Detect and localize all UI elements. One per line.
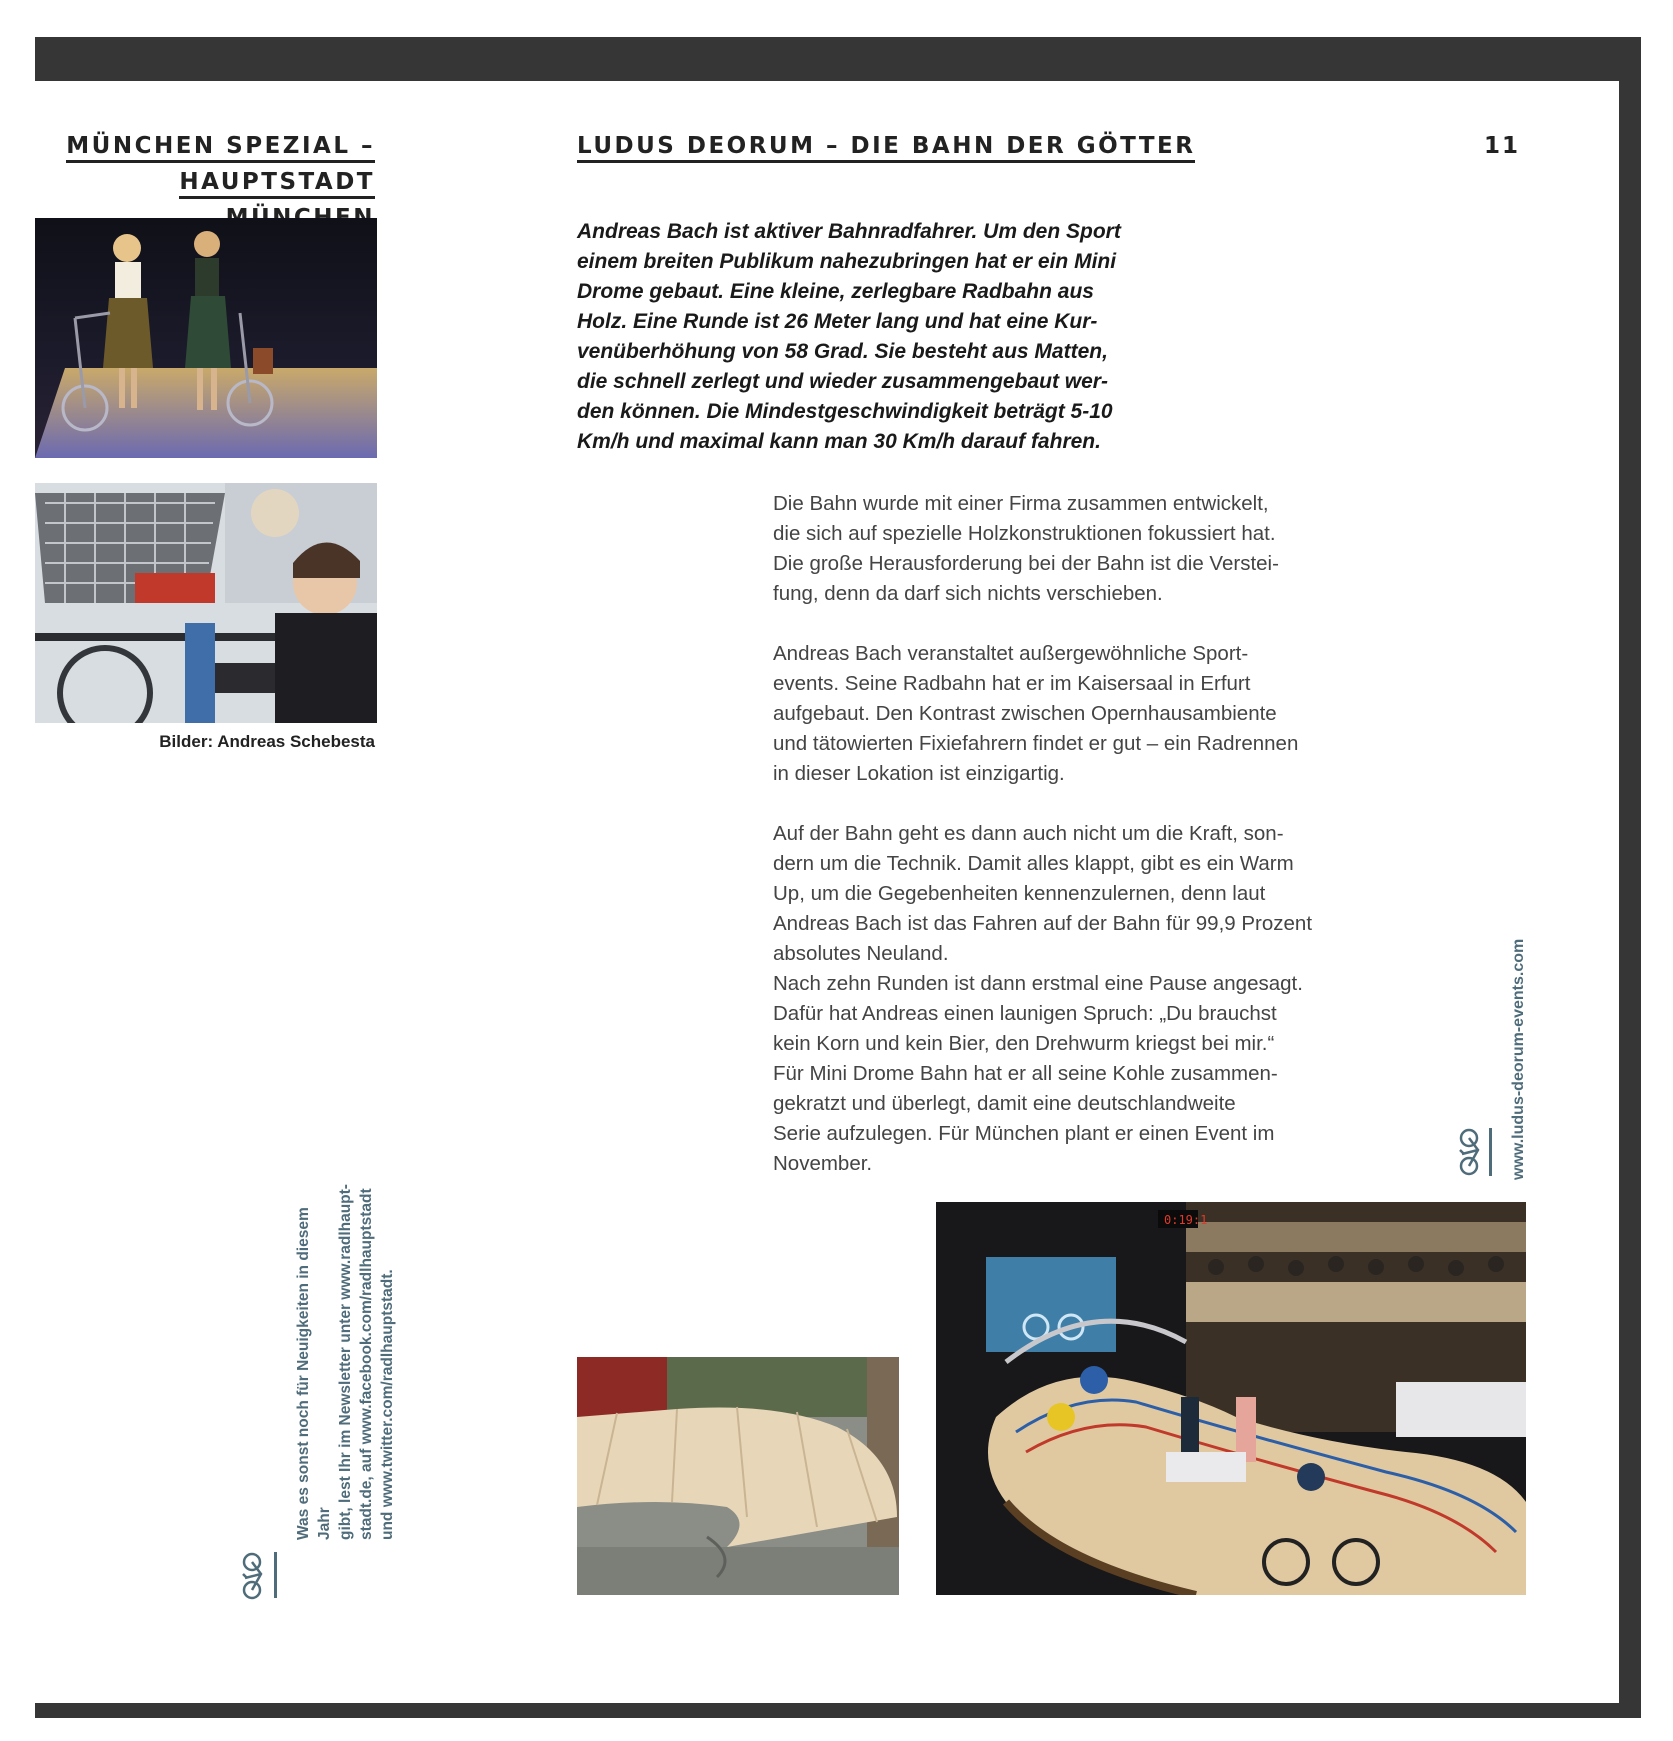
lead-line: Km/h und maximal kann man 30 Km/h darauf fahren. — [577, 430, 1101, 453]
body-line: events. Seine Radbahn hat er im Kaisersaal in Erfurt — [773, 672, 1251, 695]
body-paragraph-2 — [773, 639, 1343, 789]
body-line: Andreas Bach veranstaltet außergewöhnliche Sport- — [773, 642, 1249, 665]
note-line: stadt.de, auf www.facebook.com/radlhauptstadt — [358, 1188, 375, 1540]
page-frame-right — [1619, 37, 1641, 1714]
body-line: Die Bahn wurde mit einer Firma zusammen entwickelt, — [773, 492, 1269, 515]
photo-bike-repair — [35, 483, 377, 723]
body-line: Dafür hat Andreas einen launigen Spruch: „Du brauchst — [773, 1002, 1277, 1025]
body-line: Die große Herausforderung bei der Bahn ist die Verstei- — [773, 552, 1279, 575]
photo-stage-bicycles — [35, 218, 377, 458]
body-line: Auf der Bahn geht es dann auch nicht um die Kraft, son- — [773, 822, 1284, 845]
lead-line: Andreas Bach ist aktiver Bahnradfahrer. Um den Sport — [577, 220, 1121, 243]
body-line: Für Mini Drome Bahn hat er all seine Kohle zusammen- — [773, 1062, 1278, 1085]
page-frame-top — [35, 37, 1641, 81]
section-title-line1: MÜNCHEN SPEZIAL – — [66, 133, 375, 163]
body-line: absolutes Neuland. — [773, 942, 949, 965]
photo-credit: Bilder: Andreas Schebesta — [159, 732, 375, 751]
note-line: und www.twitter.com/radlhauptstadt. — [379, 1269, 396, 1540]
body-paragraph-1 — [773, 489, 1343, 609]
page-number: 11 — [1483, 133, 1520, 159]
body-line: Serie aufzulegen. Für München plant er einen Event im — [773, 1122, 1275, 1145]
lead-line: einem breiten Publikum nahezubringen hat er ein Mini — [577, 250, 1117, 273]
body-line: aufgebaut. Den Kontrast zwischen Opernhausambiente — [773, 702, 1277, 725]
vertical-url-block — [1500, 900, 1540, 1180]
article-body — [773, 489, 1343, 1179]
body-line: kein Korn und kein Bier, den Drehwurm kriegst bei mir.“ — [773, 1032, 1275, 1055]
body-line: gekratzt und überlegt, damit eine deutschlandweite — [773, 1092, 1236, 1115]
note-line: gibt, lest Ihr im Newsletter unter www.radlhaupt- — [337, 1184, 354, 1540]
body-line: in dieser Lokation ist einzigartig. — [773, 762, 1065, 785]
body-paragraph-3 — [773, 819, 1343, 969]
newsletter-note — [235, 1180, 396, 1600]
note-line: Was es sonst noch für Neuigkeiten in diesem Jahr — [295, 1207, 333, 1540]
body-line: Nach zehn Runden ist dann erstmal eine Pause angesagt. — [773, 972, 1303, 995]
page-frame-bottom — [35, 1703, 1641, 1718]
body-line: und tätowierten Fixiefahrern findet er gut – ein Radrennen — [773, 732, 1299, 755]
scoreboard-display: 0:19:1 — [1164, 1213, 1208, 1227]
photo-wooden-track — [577, 1357, 899, 1595]
lead-line: die schnell zerlegt und wieder zusammengebaut wer- — [577, 370, 1108, 393]
body-paragraph-4 — [773, 969, 1343, 1179]
bicycle-icon — [1454, 1128, 1484, 1176]
article-lead — [577, 217, 1137, 457]
section-title-line2: HAUPTSTADT — [179, 169, 375, 235]
note-divider — [274, 1552, 277, 1598]
url-divider — [1489, 1128, 1492, 1176]
lead-line: venüberhöhung von 58 Grad. Sie besteht aus Matten, — [577, 340, 1108, 363]
lead-line: Drome gebaut. Eine kleine, zerlegbare Radbahn aus — [577, 280, 1094, 303]
website-url: www.ludus-deorum-events.com — [1510, 938, 1527, 1180]
body-line: dern um die Technik. Damit alles klappt, gibt es ein Warm — [773, 852, 1294, 875]
newsletter-note-text — [293, 1180, 398, 1540]
body-line: November. — [773, 1152, 873, 1175]
article-title — [577, 128, 1195, 164]
lead-line: Holz. Eine Runde ist 26 Meter lang und hat eine Kur- — [577, 310, 1098, 333]
body-line: Up, um die Gegebenheiten kennenzulernen, denn laut — [773, 882, 1266, 905]
article-title-text: LUDUS DEORUM – DIE BAHN DER GÖTTER — [577, 133, 1195, 163]
lead-line: den können. Die Mindestgeschwindigkeit beträgt 5-10 — [577, 400, 1113, 423]
bicycle-icon — [237, 1552, 267, 1600]
photo-indoor-velodrome — [936, 1202, 1526, 1595]
body-line: Andreas Bach ist das Fahren auf der Bahn für 99,9 Prozent — [773, 912, 1313, 935]
body-line: fung, denn da darf sich nichts verschieben. — [773, 582, 1163, 605]
body-line: die sich auf spezielle Holzkonstruktionen fokussiert hat. — [773, 522, 1276, 545]
